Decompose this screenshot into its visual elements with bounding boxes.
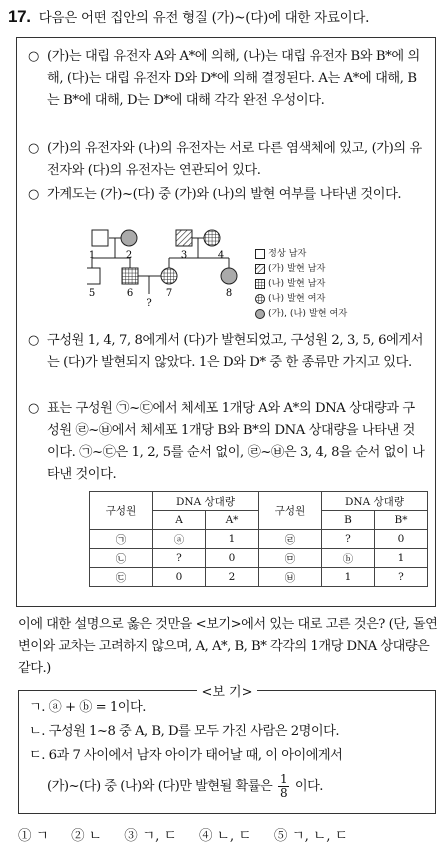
probability-fraction (278, 773, 289, 800)
bullet-linkage (29, 138, 425, 182)
cell: 0 (206, 549, 259, 568)
question-header (8, 6, 369, 27)
choice-5[interactable]: ⑤ ㄱ, ㄴ, ㄷ (273, 828, 348, 844)
bullet-icon: ○ (28, 141, 39, 156)
cell: ? (153, 549, 206, 568)
pedigree-chart (87, 228, 255, 332)
col-b: B (322, 511, 375, 530)
member-label: 7 (165, 288, 173, 299)
fraction-numerator: 1 (279, 772, 288, 786)
member-label: 2 (125, 250, 133, 261)
table-row (90, 568, 428, 587)
cell: ㉠ (90, 530, 153, 549)
bogi-item-3-text: (가)~(다) 중 (나)와 (다)만 발현될 확률은 (47, 779, 273, 794)
cell: ㉥ (259, 568, 322, 587)
member-6-symbol (122, 268, 138, 284)
col-astar: A* (206, 511, 259, 530)
member-5-symbol (87, 268, 100, 284)
member-label: 1 (88, 250, 96, 261)
member-label: 3 (180, 250, 188, 261)
member-7-symbol (161, 268, 177, 284)
answer-choices (18, 824, 366, 844)
legend-item (255, 291, 347, 306)
bullet-icon: ○ (28, 333, 39, 348)
legend-item (255, 261, 347, 276)
col-a: A (153, 511, 206, 530)
fraction-denominator: 8 (279, 786, 288, 800)
grid-circle-icon (255, 294, 265, 304)
bogi-title: <보 기> (19, 681, 435, 700)
member-3-symbol (176, 230, 192, 246)
cell: 0 (375, 530, 428, 549)
member-label: 8 (225, 288, 233, 299)
member-label: 5 (88, 288, 96, 299)
question-number: 17. (8, 7, 31, 26)
legend-item (255, 276, 347, 291)
cell: ⓑ (322, 549, 375, 568)
legend-item (255, 306, 347, 321)
gray-circle-icon (255, 309, 265, 319)
cell: 0 (153, 568, 206, 587)
legend-label: (나) 발현 남자 (268, 278, 326, 289)
cell: ? (375, 568, 428, 587)
bogi-item-3-cont (47, 773, 323, 800)
bullet-table-desc (29, 398, 425, 486)
bogi-item-3-end: 이다. (294, 779, 323, 794)
bogi-item-3: ㄷ. 6과 7 사이에서 남자 아이가 태어날 때, 이 아이에게서 (29, 748, 343, 763)
bullet-text: 가계도는 (가)~(다) 중 (가)와 (나)의 발현 여부를 나타낸 것이다. (47, 187, 402, 202)
header-dna: DNA 상대량 (322, 492, 428, 511)
bullet-text: 구성원 1, 4, 7, 8에게서 (다)가 발현되었고, 구성원 2, 3, 5, 6에게서는 (다)가 발현되지 않았다. 1은 D와 D* 중 한 종류만 가지고 있다. (47, 333, 424, 370)
data-box (16, 37, 436, 607)
cell: 1 (206, 530, 259, 549)
member-label: 4 (217, 250, 225, 261)
hatched-square-icon (255, 264, 265, 274)
bogi-item-2: ㄴ. 구성원 1~8 중 A, B, D를 모두 가진 사람은 2명이다. (29, 724, 340, 739)
col-bstar: B* (375, 511, 428, 530)
header-member: 구성원 (90, 492, 153, 530)
choice-4[interactable]: ④ ㄴ, ㄷ (199, 828, 252, 844)
question-stem: 다음은 어떤 집안의 유전 형질 (가)~(다)에 대한 자료이다. (38, 10, 370, 26)
cell: ㉡ (90, 549, 153, 568)
cell: 2 (206, 568, 259, 587)
bullet-pedigree (29, 184, 425, 206)
header-dna: DNA 상대량 (153, 492, 259, 511)
choice-3[interactable]: ③ ㄱ, ㄷ (124, 828, 177, 844)
cell: ㉣ (259, 530, 322, 549)
bullet-genes (29, 46, 425, 112)
bullet-text: 표는 구성원 ㉠~㉢에서 체세포 1개당 A와 A*의 DNA 상대량과 구성원 ㉣~㉥에서 체세포 1개당 B와 B*의 DNA 상대량을 나타낸 것이다. ㉠~㉢은 1, 2, 5를 순서 없이, ㉣~㉥은 3, 4, 8을 순서 없이 나타낸 것이다. (47, 401, 425, 482)
member-1-symbol (92, 230, 108, 246)
bullet-icon: ○ (28, 49, 39, 64)
legend-label: (가), (나) 발현 여자 (268, 308, 348, 319)
bullet-icon: ○ (28, 187, 39, 202)
unknown-child-label: ? (146, 298, 152, 309)
table-row (90, 530, 428, 549)
legend-item (255, 246, 347, 261)
bullet-icon: ○ (28, 401, 39, 416)
cell: ㉢ (90, 568, 153, 587)
legend-label: (가) 발현 남자 (268, 263, 326, 274)
bullet-text: (가)의 유전자와 (나)의 유전자는 서로 다른 염색체에 있고, (가)의 유전자와 (다)의 유전자는 연관되어 있다. (47, 141, 422, 178)
question-prompt: 이에 대한 설명으로 옳은 것만을 <보기>에서 있는 대로 고른 것은? (단, 돌연변이와 교차는 고려하지 않으며, A, A*, B, B* 각각의 1개당 DNA 상대량은 같다.) (18, 617, 438, 676)
table-row (90, 549, 428, 568)
choice-2[interactable]: ② ㄴ (71, 828, 102, 844)
plain-square-icon (255, 249, 265, 259)
member-4-symbol (204, 230, 220, 246)
cell: 1 (375, 549, 428, 568)
cell: 1 (322, 568, 375, 587)
bullet-trait-da (29, 330, 425, 374)
cell: ? (322, 530, 375, 549)
choice-1[interactable]: ① ㄱ (18, 828, 49, 844)
member-2-symbol (121, 230, 137, 246)
member-label: 6 (126, 288, 134, 299)
grid-square-icon (255, 279, 265, 289)
pedigree-legend (255, 246, 347, 321)
member-8-symbol (221, 268, 237, 284)
bogi-box (18, 685, 436, 814)
header-member: 구성원 (259, 492, 322, 530)
legend-label: (나) 발현 여자 (268, 293, 326, 304)
cell: ⓐ (153, 530, 206, 549)
bullet-text: (가)는 대립 유전자 A와 A*에 의해, (나)는 대립 유전자 B와 B*에 의해, (다)는 대립 유전자 D와 D*에 의해 결정된다. A는 A*에 대해, B는 B*에 대해, D는 D*에 대해 각각 완전 우성이다. (47, 49, 420, 108)
dna-table (89, 491, 428, 587)
bogi-item-1: ㄱ. ⓐ + ⓑ = 1이다. (29, 700, 146, 715)
legend-label: 정상 남자 (268, 248, 307, 259)
cell: ㉤ (259, 549, 322, 568)
